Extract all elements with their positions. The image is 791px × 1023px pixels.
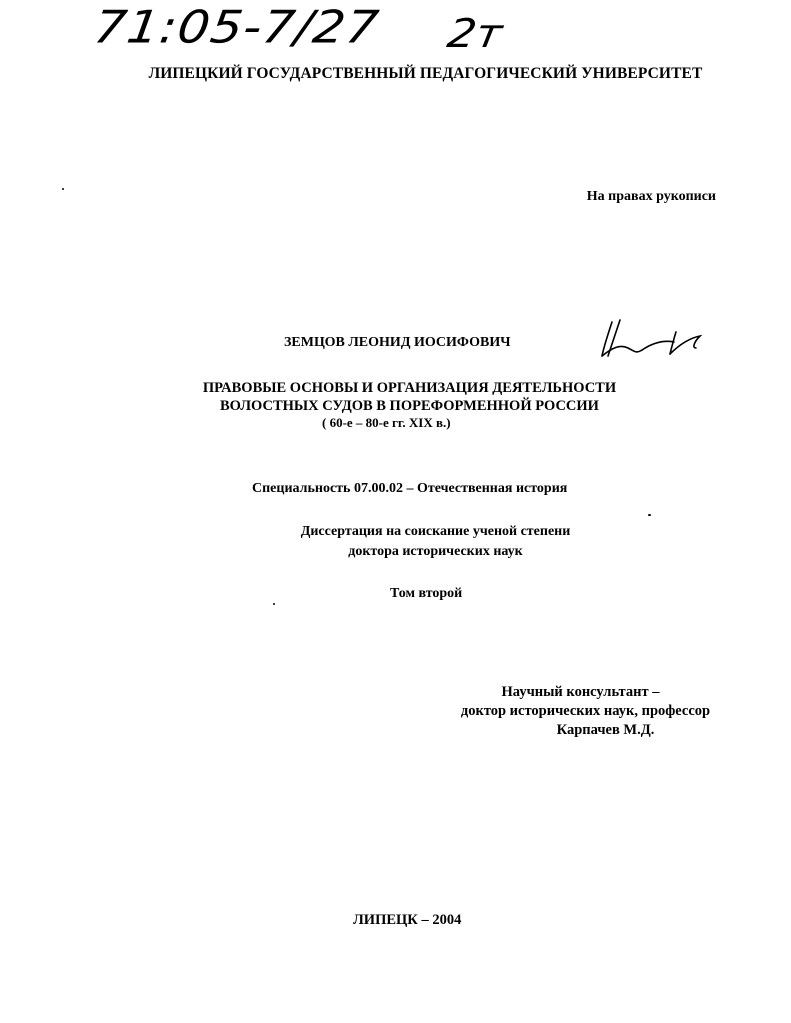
consultant-role: Научный консультант – (501, 684, 660, 700)
degree-statement-line-1: Диссертация на соискание ученой степени (300, 524, 571, 539)
scan-speck (273, 603, 275, 605)
scan-speck (648, 514, 651, 516)
university-name: ЛИПЕЦКИЙ ГОСУДАРСТВЕННЫЙ ПЕДАГОГИЧЕСКИЙ УНИВЕРСИТЕТ (148, 65, 703, 82)
dissertation-title-line-1: ПРАВОВЫЕ ОСНОВЫ И ОРГАНИЗАЦИЯ ДЕЯТЕЛЬНОСТИ (202, 380, 617, 396)
dissertation-title-line-2: ВОЛОСТНЫХ СУДОВ В ПОРЕФОРМЕННОЙ РОССИИ (220, 398, 599, 414)
city-and-year: ЛИПЕЦК – 2004 (353, 912, 462, 928)
author-name: ЗЕМЦОВ ЛЕОНИД ИОСИФОВИЧ (284, 335, 511, 350)
consultant-degree: доктор исторических наук, профессор (460, 703, 711, 719)
volume-label: Том второй (390, 586, 463, 601)
manuscript-rights-note: На правах рукописи (586, 189, 716, 204)
scan-speck (62, 188, 64, 190)
degree-statement-line-2: доктора исторических наук (348, 544, 523, 559)
archive-number-handwritten: 71:05-7/27 (90, 1, 383, 54)
archive-volume-handwritten: 2т (444, 11, 506, 58)
author-signature (598, 318, 708, 362)
dissertation-title-period: ( 60-е – 80-е гг. XIX в.) (322, 415, 451, 430)
specialty-line: Специальность 07.00.02 – Отечественная история (252, 481, 568, 496)
consultant-name: Карпачев М.Д. (556, 722, 655, 738)
